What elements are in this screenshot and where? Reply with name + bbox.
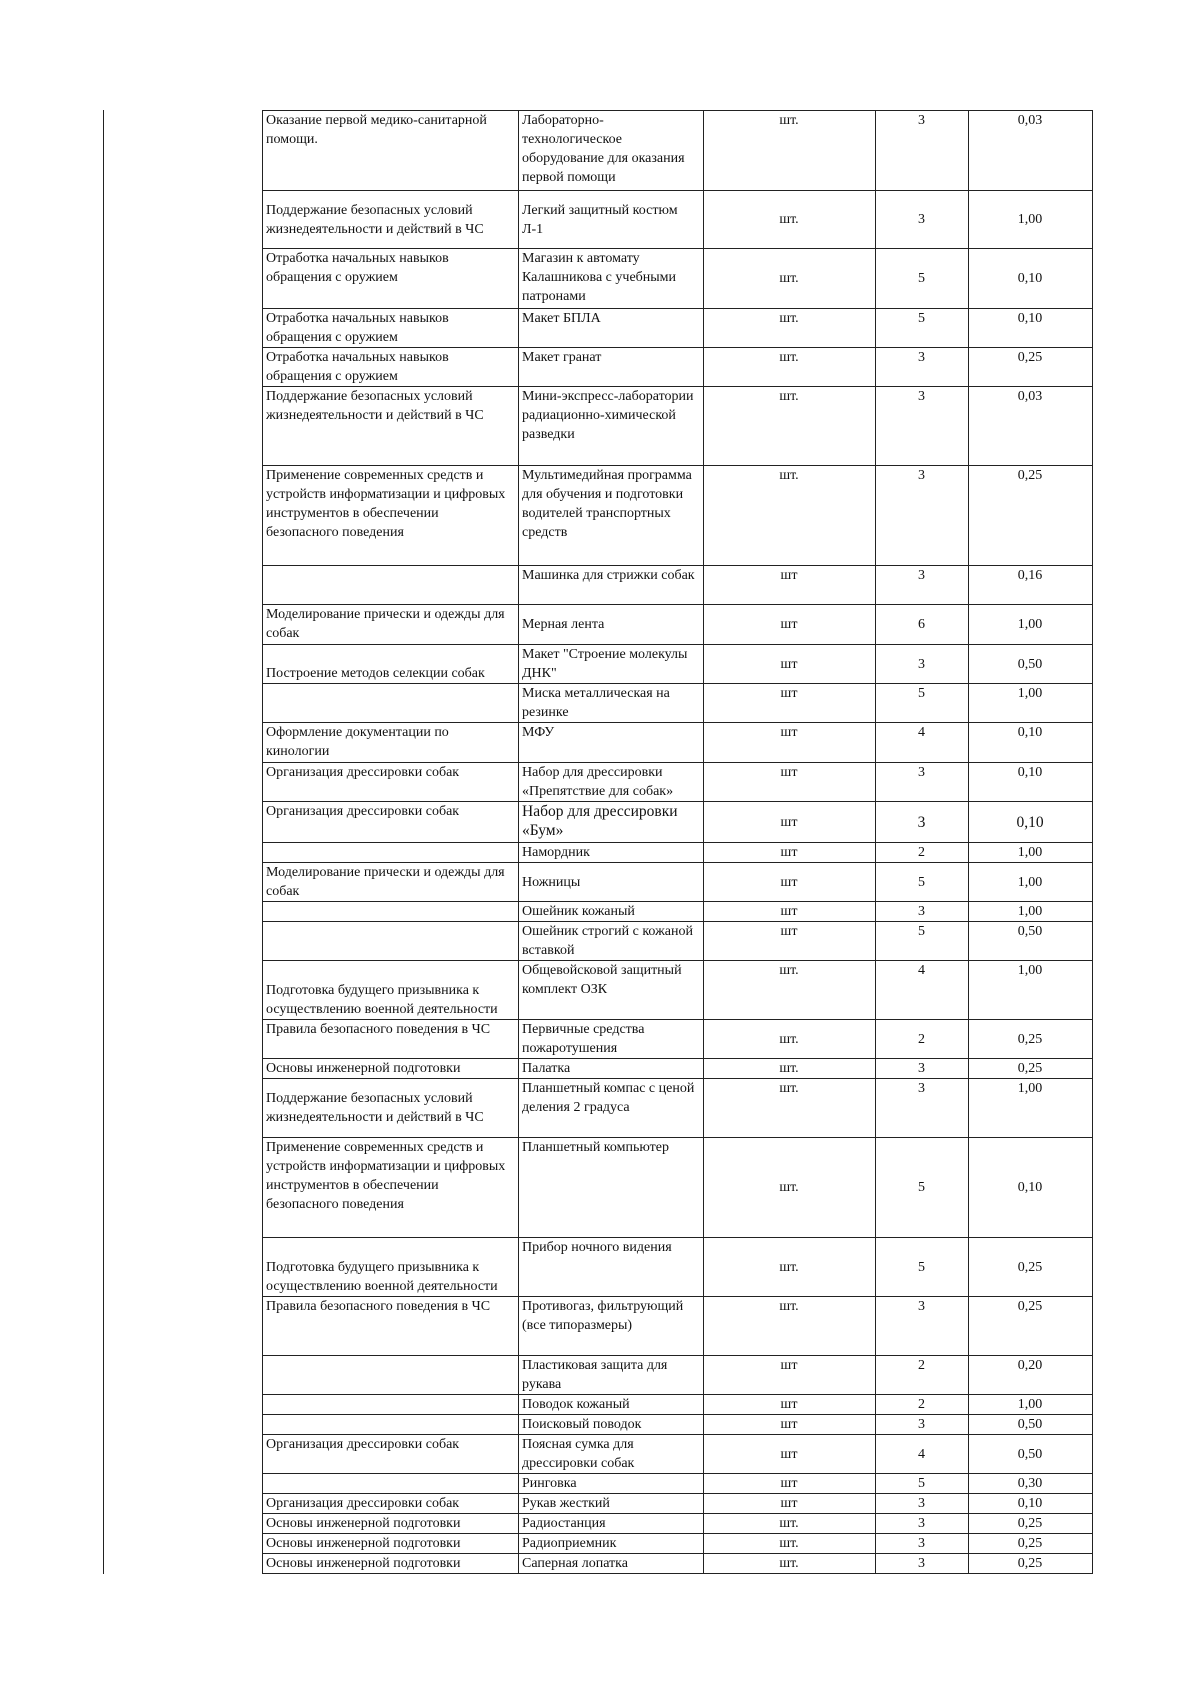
table-row xyxy=(263,645,1093,684)
equipment-table xyxy=(262,110,1093,1574)
activity-cell xyxy=(263,1395,519,1415)
coefficient-cell: 1,00 xyxy=(969,605,1093,645)
table-row xyxy=(263,902,1093,922)
table-row xyxy=(263,802,1093,843)
activity-cell: Организация дрессировки собак xyxy=(263,1435,519,1474)
unit-cell: шт xyxy=(704,1474,876,1494)
table-row xyxy=(263,1494,1093,1514)
equipment-name-cell: Поисковый поводок xyxy=(519,1415,704,1435)
coefficient-cell: 1,00 xyxy=(969,843,1093,863)
table-row xyxy=(263,723,1093,763)
table-row xyxy=(263,1554,1093,1574)
activity-cell: Подготовка будущего призывника к осуществлению военной деятельности xyxy=(263,1238,519,1297)
quantity-cell: 5 xyxy=(876,863,969,902)
quantity-cell: 2 xyxy=(876,843,969,863)
coefficient-cell: 0,03 xyxy=(969,387,1093,466)
activity-cell: Основы инженерной подготовки xyxy=(263,1534,519,1554)
activity-cell: Отработка начальных навыков обращения с оружием xyxy=(263,309,519,348)
unit-cell: шт xyxy=(704,1356,876,1395)
unit-cell: шт. xyxy=(704,111,876,191)
activity-cell: Организация дрессировки собак xyxy=(263,763,519,802)
quantity-cell: 3 xyxy=(876,802,969,843)
quantity-cell: 3 xyxy=(876,645,969,684)
activity-cell: Правила безопасного поведения в ЧС xyxy=(263,1020,519,1059)
unit-cell: шт xyxy=(704,605,876,645)
quantity-cell: 3 xyxy=(876,566,969,605)
table-row xyxy=(263,922,1093,961)
coefficient-cell: 0,25 xyxy=(969,1554,1093,1574)
equipment-name-cell: Макет "Строение молекулы ДНК" xyxy=(519,645,704,684)
unit-cell: шт. xyxy=(704,961,876,1020)
table-row xyxy=(263,387,1093,466)
unit-cell: шт. xyxy=(704,1297,876,1356)
unit-cell: шт xyxy=(704,1435,876,1474)
quantity-cell: 2 xyxy=(876,1356,969,1395)
activity-cell xyxy=(263,922,519,961)
coefficient-cell: 0,25 xyxy=(969,348,1093,387)
equipment-name-cell: Машинка для стрижки собак xyxy=(519,566,704,605)
equipment-name-cell: Поясная сумка для дрессировки собак xyxy=(519,1435,704,1474)
table-row xyxy=(263,1356,1093,1395)
coefficient-cell: 0,25 xyxy=(969,1238,1093,1297)
unit-cell: шт xyxy=(704,922,876,961)
equipment-name-cell: Противогаз, фильтрующий (все типоразмеры) xyxy=(519,1297,704,1356)
activity-cell xyxy=(263,1474,519,1494)
equipment-name-cell: Ошейник строгий с кожаной вставкой xyxy=(519,922,704,961)
quantity-cell: 2 xyxy=(876,1395,969,1415)
equipment-name-cell: Планшетный компьютер xyxy=(519,1138,704,1238)
quantity-cell: 3 xyxy=(876,1297,969,1356)
activity-cell: Отработка начальных навыков обращения с оружием xyxy=(263,348,519,387)
quantity-cell: 3 xyxy=(876,1514,969,1534)
coefficient-cell: 0,20 xyxy=(969,1356,1093,1395)
equipment-name-cell: МФУ xyxy=(519,723,704,763)
equipment-name-cell: Макет гранат xyxy=(519,348,704,387)
table-row xyxy=(263,763,1093,802)
table-row xyxy=(263,843,1093,863)
equipment-name-cell: Макет БПЛА xyxy=(519,309,704,348)
quantity-cell: 3 xyxy=(876,111,969,191)
unit-cell: шт. xyxy=(704,309,876,348)
unit-cell: шт. xyxy=(704,466,876,566)
quantity-cell: 5 xyxy=(876,309,969,348)
coefficient-cell: 0,10 xyxy=(969,723,1093,763)
quantity-cell: 3 xyxy=(876,1494,969,1514)
table-row xyxy=(263,684,1093,723)
coefficient-cell: 0,10 xyxy=(969,249,1093,309)
unit-cell: шт. xyxy=(704,348,876,387)
table-row xyxy=(263,191,1093,249)
unit-cell: шт. xyxy=(704,1020,876,1059)
equipment-name-cell: Радиоприемник xyxy=(519,1534,704,1554)
table-row xyxy=(263,466,1093,566)
table-row xyxy=(263,1238,1093,1297)
coefficient-cell: 0,10 xyxy=(969,1494,1093,1514)
activity-cell: Основы инженерной подготовки xyxy=(263,1514,519,1534)
unit-cell: шт. xyxy=(704,1534,876,1554)
activity-cell: Организация дрессировки собак xyxy=(263,802,519,843)
quantity-cell: 3 xyxy=(876,1415,969,1435)
unit-cell: шт xyxy=(704,566,876,605)
unit-cell: шт xyxy=(704,645,876,684)
quantity-cell: 5 xyxy=(876,1138,969,1238)
quantity-cell: 3 xyxy=(876,1554,969,1574)
coefficient-cell: 0,50 xyxy=(969,922,1093,961)
activity-cell: Применение современных средств и устройств информатизации и цифровых инструментов в обеспечении безопасного поведения xyxy=(263,1138,519,1238)
equipment-name-cell: Мини-экспресс-лаборатории радиационно-химической разведки xyxy=(519,387,704,466)
activity-cell: Применение современных средств и устройств информатизации и цифровых инструментов в обеспечении безопасного поведения xyxy=(263,466,519,566)
unit-cell: шт xyxy=(704,763,876,802)
coefficient-cell: 0,25 xyxy=(969,1514,1093,1534)
table-row xyxy=(263,863,1093,902)
table-row xyxy=(263,1534,1093,1554)
quantity-cell: 3 xyxy=(876,348,969,387)
equipment-name-cell: Ринговка xyxy=(519,1474,704,1494)
equipment-name-cell: Планшетный компас с ценой деления 2 градуса xyxy=(519,1079,704,1138)
equipment-name-cell: Рукав жесткий xyxy=(519,1494,704,1514)
equipment-name-cell: Мерная лента xyxy=(519,605,704,645)
quantity-cell: 5 xyxy=(876,1238,969,1297)
activity-cell: Организация дрессировки собак xyxy=(263,1494,519,1514)
coefficient-cell: 0,25 xyxy=(969,466,1093,566)
unit-cell: шт. xyxy=(704,387,876,466)
quantity-cell: 3 xyxy=(876,763,969,802)
unit-cell: шт. xyxy=(704,1554,876,1574)
activity-cell: Подготовка будущего призывника к осуществлению военной деятельности xyxy=(263,961,519,1020)
activity-cell xyxy=(263,902,519,922)
quantity-cell: 4 xyxy=(876,961,969,1020)
equipment-name-cell: Палатка xyxy=(519,1059,704,1079)
coefficient-cell: 1,00 xyxy=(969,191,1093,249)
activity-cell xyxy=(263,843,519,863)
table-row xyxy=(263,566,1093,605)
activity-cell xyxy=(263,566,519,605)
table-row xyxy=(263,1474,1093,1494)
equipment-name-cell: Лабораторно-технологическое оборудование для оказания первой помощи xyxy=(519,111,704,191)
coefficient-cell: 1,00 xyxy=(969,961,1093,1020)
quantity-cell: 5 xyxy=(876,684,969,723)
quantity-cell: 5 xyxy=(876,922,969,961)
activity-cell: Оформление документации по кинологии xyxy=(263,723,519,763)
coefficient-cell: 0,25 xyxy=(969,1020,1093,1059)
coefficient-cell: 1,00 xyxy=(969,684,1093,723)
quantity-cell: 3 xyxy=(876,1059,969,1079)
equipment-name-cell: Ножницы xyxy=(519,863,704,902)
coefficient-cell: 0,25 xyxy=(969,1534,1093,1554)
table-row xyxy=(263,1059,1093,1079)
table-row xyxy=(263,1415,1093,1435)
activity-cell: Отработка начальных навыков обращения с оружием xyxy=(263,249,519,309)
quantity-cell: 3 xyxy=(876,387,969,466)
equipment-name-cell: Магазин к автомату Калашникова с учебными патронами xyxy=(519,249,704,309)
coefficient-cell: 0,50 xyxy=(969,1435,1093,1474)
coefficient-cell: 1,00 xyxy=(969,1395,1093,1415)
activity-cell: Моделирование прически и одежды для собак xyxy=(263,863,519,902)
activity-cell: Поддержание безопасных условий жизнедеятельности и действий в ЧС xyxy=(263,387,519,466)
equipment-name-cell: Первичные средства пожаротушения xyxy=(519,1020,704,1059)
table-row xyxy=(263,1435,1093,1474)
equipment-name-cell: Радиостанция xyxy=(519,1514,704,1534)
table-row xyxy=(263,1079,1093,1138)
equipment-name-cell: Ошейник кожаный xyxy=(519,902,704,922)
quantity-cell: 2 xyxy=(876,1020,969,1059)
quantity-cell: 4 xyxy=(876,1435,969,1474)
equipment-table-body xyxy=(263,111,1093,1574)
unit-cell: шт xyxy=(704,802,876,843)
unit-cell: шт xyxy=(704,684,876,723)
coefficient-cell: 0,03 xyxy=(969,111,1093,191)
activity-cell xyxy=(263,1356,519,1395)
unit-cell: шт. xyxy=(704,1238,876,1297)
equipment-name-cell: Набор для дрессировки «Препятствие для собак» xyxy=(519,763,704,802)
table-row xyxy=(263,1020,1093,1059)
unit-cell: шт xyxy=(704,902,876,922)
activity-cell: Основы инженерной подготовки xyxy=(263,1059,519,1079)
table-row xyxy=(263,1395,1093,1415)
unit-cell: шт xyxy=(704,1415,876,1435)
coefficient-cell: 0,50 xyxy=(969,645,1093,684)
table-row xyxy=(263,1297,1093,1356)
equipment-name-cell: Пластиковая защита для рукава xyxy=(519,1356,704,1395)
unit-cell: шт. xyxy=(704,1079,876,1138)
table-row xyxy=(263,605,1093,645)
quantity-cell: 5 xyxy=(876,1474,969,1494)
table-row xyxy=(263,348,1093,387)
equipment-name-cell: Поводок кожаный xyxy=(519,1395,704,1415)
activity-cell: Моделирование прически и одежды для собак xyxy=(263,605,519,645)
activity-cell: Основы инженерной подготовки xyxy=(263,1554,519,1574)
table-row xyxy=(263,961,1093,1020)
quantity-cell: 3 xyxy=(876,466,969,566)
coefficient-cell: 1,00 xyxy=(969,902,1093,922)
quantity-cell: 3 xyxy=(876,191,969,249)
activity-cell: Поддержание безопасных условий жизнедеятельности и действий в ЧС xyxy=(263,1079,519,1138)
equipment-name-cell: Мультимедийная программа для обучения и подготовки водителей транспортных средств xyxy=(519,466,704,566)
unit-cell: шт. xyxy=(704,1514,876,1534)
coefficient-cell: 0,10 xyxy=(969,309,1093,348)
coefficient-cell: 0,50 xyxy=(969,1415,1093,1435)
quantity-cell: 6 xyxy=(876,605,969,645)
coefficient-cell: 0,25 xyxy=(969,1059,1093,1079)
activity-cell: Оказание первой медико-санитарной помощи. xyxy=(263,111,519,191)
activity-cell xyxy=(263,684,519,723)
table-row xyxy=(263,309,1093,348)
unit-cell: шт xyxy=(704,863,876,902)
unit-cell: шт. xyxy=(704,191,876,249)
coefficient-cell: 0,16 xyxy=(969,566,1093,605)
coefficient-cell: 0,30 xyxy=(969,1474,1093,1494)
coefficient-cell: 1,00 xyxy=(969,863,1093,902)
page-margin-line xyxy=(103,110,104,1574)
quantity-cell: 3 xyxy=(876,1534,969,1554)
table-row xyxy=(263,1138,1093,1238)
unit-cell: шт xyxy=(704,1395,876,1415)
equipment-name-cell: Набор для дрессировки «Бум» xyxy=(519,802,704,843)
unit-cell: шт. xyxy=(704,1138,876,1238)
coefficient-cell: 0,10 xyxy=(969,763,1093,802)
quantity-cell: 3 xyxy=(876,902,969,922)
equipment-name-cell: Прибор ночного видения xyxy=(519,1238,704,1297)
activity-cell xyxy=(263,1415,519,1435)
coefficient-cell: 0,10 xyxy=(969,1138,1093,1238)
equipment-name-cell: Легкий защитный костюм Л-1 xyxy=(519,191,704,249)
quantity-cell: 5 xyxy=(876,249,969,309)
table-row xyxy=(263,1514,1093,1534)
quantity-cell: 4 xyxy=(876,723,969,763)
table-row xyxy=(263,249,1093,309)
coefficient-cell: 1,00 xyxy=(969,1079,1093,1138)
equipment-name-cell: Общевойсковой защитный комплект ОЗК xyxy=(519,961,704,1020)
table-row xyxy=(263,111,1093,191)
activity-cell: Правила безопасного поведения в ЧС xyxy=(263,1297,519,1356)
unit-cell: шт. xyxy=(704,1059,876,1079)
unit-cell: шт xyxy=(704,723,876,763)
coefficient-cell: 0,10 xyxy=(969,802,1093,843)
equipment-name-cell: Намордник xyxy=(519,843,704,863)
quantity-cell: 3 xyxy=(876,1079,969,1138)
coefficient-cell: 0,25 xyxy=(969,1297,1093,1356)
activity-cell: Построение методов селекции собак xyxy=(263,645,519,684)
equipment-name-cell: Миска металлическая на резинке xyxy=(519,684,704,723)
activity-cell: Поддержание безопасных условий жизнедеятельности и действий в ЧС xyxy=(263,191,519,249)
unit-cell: шт. xyxy=(704,249,876,309)
unit-cell: шт xyxy=(704,843,876,863)
equipment-name-cell: Саперная лопатка xyxy=(519,1554,704,1574)
unit-cell: шт xyxy=(704,1494,876,1514)
